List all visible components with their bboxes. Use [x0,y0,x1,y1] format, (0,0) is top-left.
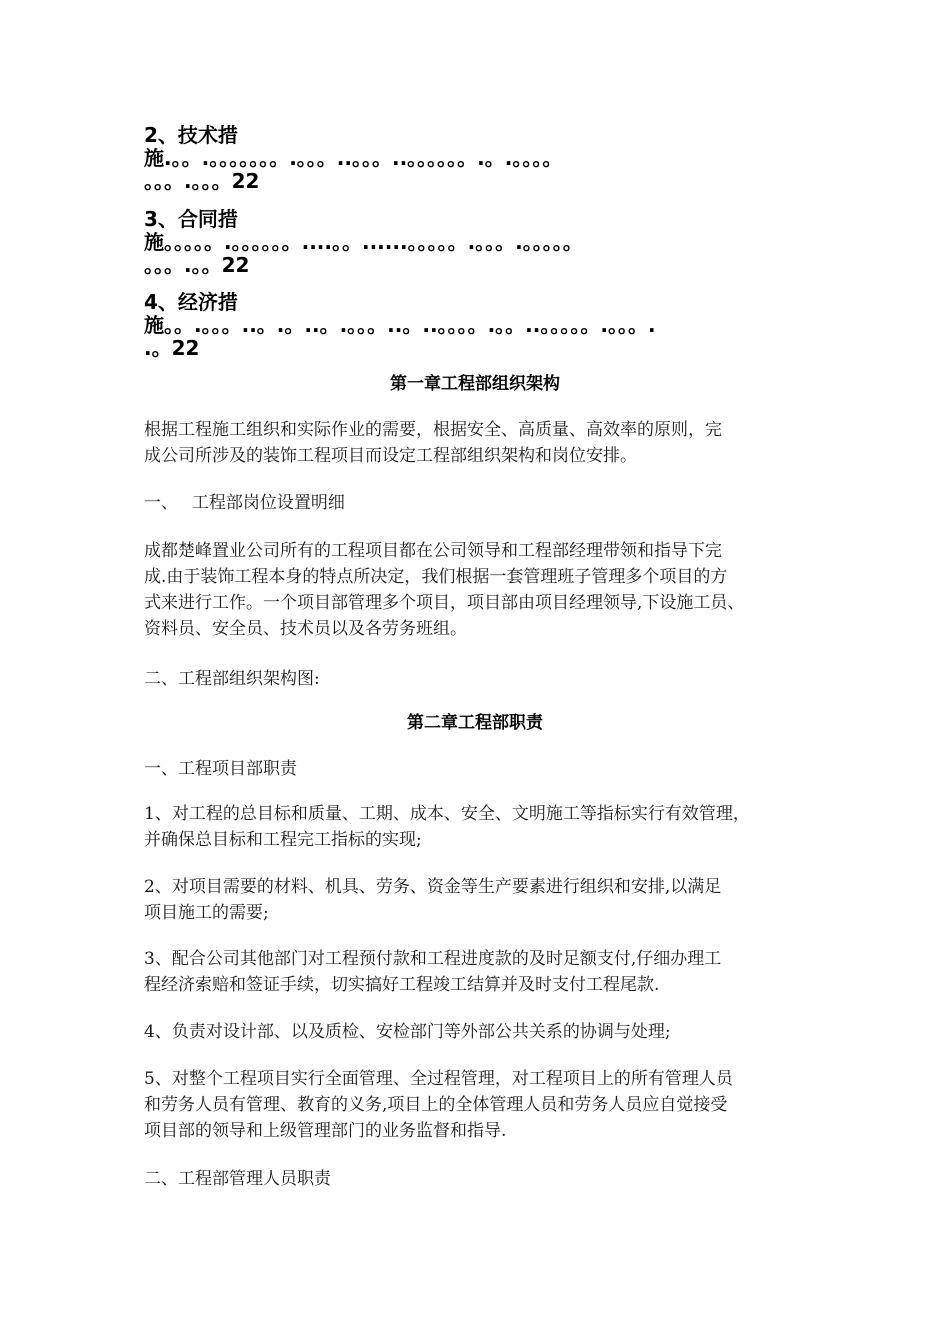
paragraph-line: 资料员、安全员、技术员以及各劳务班组。 [144,619,467,639]
toc-entry-leader: 施.。。.。。。。。。。.。。。..。。。..。。。。。。.。.。。。。 [144,147,563,170]
toc-entry-page: 。。。.。。。22 [144,170,260,193]
section-title-staff-duties: 二、工程部管理人员职责 [144,1169,331,1189]
paragraph-line: 并确保总目标和工程完工指标的实现; [144,830,422,850]
section-title-org-chart: 二、工程部组织架构图: [144,669,320,689]
toc-entry-economic[interactable] [144,291,794,360]
paragraph-line: 项目部的领导和上级管理部门的业务监督和指导. [144,1121,507,1141]
paragraph-line: 5、对整个工程项目实行全面管理、全过程管理，对工程项目上的所有管理人员 [144,1069,733,1089]
paragraph-line: 成都楚峰置业公司所有的工程项目都在公司领导和工程部经理带领和指导下完 [144,541,722,561]
paragraph-line: 2、对项目需要的材料、机具、劳务、资金等生产要素进行组织和安排,以满足 [144,877,722,897]
toc-entry-leader: 施。。.。。。..。.。..。.。。。..。..。。。。.。。..。。。。。.。。。. [144,314,656,337]
chapter-1-intro [144,417,810,469]
paragraph-line: 3、配合公司其他部门对工程预付款和工程进度款的及时足额支付,仔细办理工 [144,949,722,969]
duty-item-4 [144,1019,810,1045]
section-title-positions: 一、 工程部岗位设置明细 [144,493,345,513]
toc-entry-leader: 施。。。。。.。。。。。。....。。......。。。。。.。。。.。。。。。 [144,231,583,254]
toc-entry-label: 4、经济措 [144,291,238,314]
duty-item-1 [144,801,810,853]
toc-entry-contract[interactable] [144,208,794,277]
chapter-1-title: 第一章工程部组织架构 [390,374,560,394]
toc-entry-technical[interactable] [144,124,794,193]
paragraph-line: 成公司所涉及的装饰工程项目而设定工程部组织架构和岗位安排。 [144,446,637,466]
paragraph-line: 1、对工程的总目标和质量、工期、成本、安全、文明施工等指标实行有效管理， [144,804,750,824]
toc-entry-label: 2、技术措 [144,124,238,147]
paragraph-line: 程经济索赔和签证手续，切实搞好工程竣工结算并及时支付工程尾款. [144,975,660,995]
duty-item-3 [144,946,810,998]
paragraph-line: 式来进行工作。一个项目部管理多个项目，项目部由项目经理领导,下设施工员、 [144,593,745,613]
chapter-2-title: 第二章工程部职责 [407,713,543,733]
paragraph-line: 项目施工的需要; [144,903,269,923]
paragraph-line: 根据工程施工组织和实际作业的需要，根据安全、高质量、高效率的原则，完 [144,420,722,440]
duty-item-5 [144,1066,810,1144]
paragraph-line: 成.由于装饰工程本身的特点所决定，我们根据一套管理班子管理多个项目的方 [144,567,728,587]
duty-item-2 [144,874,810,926]
paragraph-line: 4、负责对设计部、以及质检、安检部门等外部公共关系的协调与处理; [144,1022,671,1042]
paragraph-line: 和劳务人员有管理、教育的义务,项目上的全体管理人员和劳务人员应自觉接受 [144,1095,728,1115]
toc-entry-label: 3、合同措 [144,208,238,231]
section-title-project-duties: 一、工程项目部职责 [144,759,297,779]
toc-entry-page: .。22 [144,337,200,360]
positions-paragraph [144,538,810,642]
toc-entry-page: 。。。.。。22 [144,254,250,277]
